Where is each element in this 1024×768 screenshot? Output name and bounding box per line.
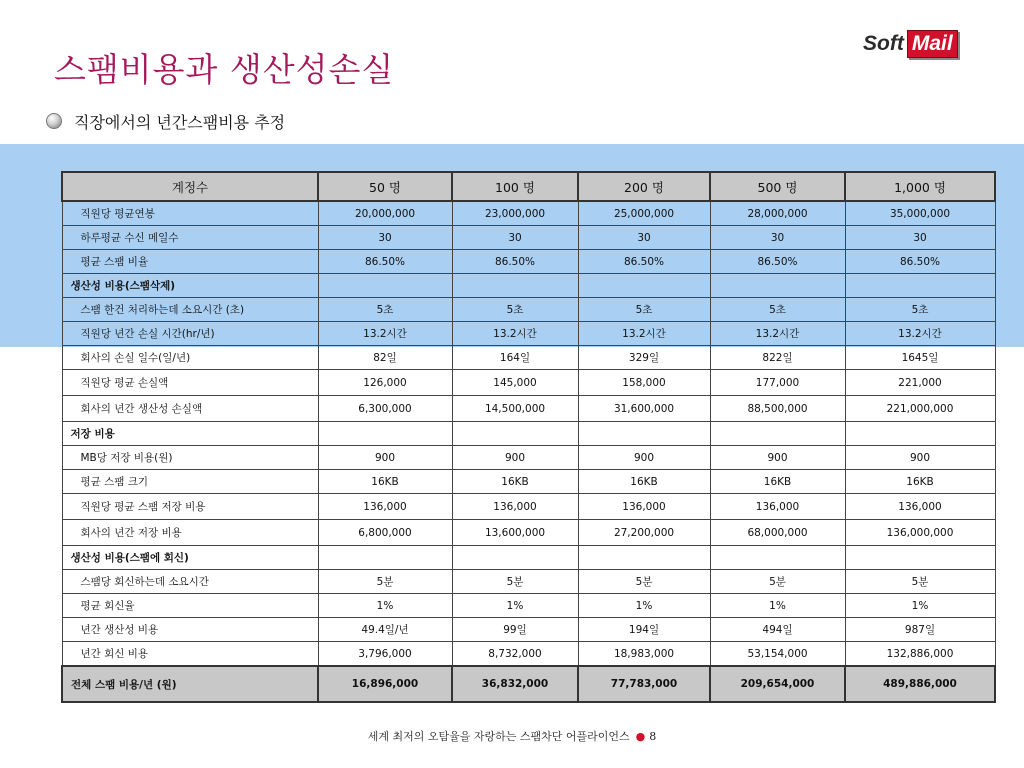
table-cell: [318, 546, 452, 570]
table-cell: 3,796,000: [318, 642, 452, 667]
page-title: 스팸비용과 생산성손실: [54, 50, 395, 89]
logo-soft-text: Soft: [863, 32, 904, 55]
table-row: [62, 322, 995, 346]
table-cell: 13.2시간: [845, 322, 995, 346]
table-cell: [452, 274, 578, 298]
table-cell: 5초: [578, 298, 710, 322]
table-row: [62, 494, 995, 520]
footer-dot-icon: ●: [635, 730, 646, 743]
table-cell: 16KB: [452, 470, 578, 494]
page-number: 8: [649, 730, 657, 743]
section-subtitle: [46, 110, 285, 132]
table-cell: 13,600,000: [452, 520, 578, 546]
row-label: 전체 스팸 비용/년 (원): [62, 666, 318, 702]
header-account-count: 계정수: [62, 172, 318, 201]
table-cell: 5분: [710, 570, 845, 594]
header-1000: 1,000 명: [845, 172, 995, 201]
row-label: 생산성 비용(스팸삭제): [62, 274, 318, 298]
subtitle-text: 직장에서의 년간스팸비용 추정: [74, 112, 286, 132]
table-cell: 13.2시간: [318, 322, 452, 346]
table-cell: 35,000,000: [845, 201, 995, 226]
table-cell: 489,886,000: [845, 666, 995, 702]
row-label: 생산성 비용(스팸에 회신): [62, 546, 318, 570]
table-cell: 14,500,000: [452, 396, 578, 422]
table-cell: 136,000: [578, 494, 710, 520]
row-label: 평균 스팸 비율: [62, 250, 318, 274]
table-cell: [710, 546, 845, 570]
table-section-row: [62, 274, 995, 298]
table-cell: [845, 274, 995, 298]
row-label: 스팸 한건 처리하는데 소요시간 (초): [62, 298, 318, 322]
table-row: [62, 226, 995, 250]
logo-mail-text: Mail: [907, 30, 958, 58]
table-cell: 177,000: [710, 370, 845, 396]
table-cell: 221,000,000: [845, 396, 995, 422]
header-200: 200 명: [578, 172, 710, 201]
table-cell: 30: [452, 226, 578, 250]
row-label: 회사의 년간 저장 비용: [62, 520, 318, 546]
table-cell: 494일: [710, 618, 845, 642]
table-cell: [578, 546, 710, 570]
table-cell: 68,000,000: [710, 520, 845, 546]
table-cell: 126,000: [318, 370, 452, 396]
row-label: 회사의 년간 생산성 손실액: [62, 396, 318, 422]
table-cell: 27,200,000: [578, 520, 710, 546]
header-50: 50 명: [318, 172, 452, 201]
table-cell: 86.50%: [710, 250, 845, 274]
table-cell: 53,154,000: [710, 642, 845, 667]
table-cell: 900: [318, 446, 452, 470]
table-cell: 86.50%: [452, 250, 578, 274]
table-cell: 209,654,000: [710, 666, 845, 702]
table-cell: 987일: [845, 618, 995, 642]
table-cell: 164일: [452, 346, 578, 370]
table-row: [62, 594, 995, 618]
table-cell: 5초: [710, 298, 845, 322]
table-cell: 194일: [578, 618, 710, 642]
table-row: [62, 250, 995, 274]
table-cell: 822일: [710, 346, 845, 370]
table-cell: 86.50%: [845, 250, 995, 274]
table-cell: 145,000: [452, 370, 578, 396]
table-cell: 1%: [452, 594, 578, 618]
table-cell: [452, 546, 578, 570]
table-row: [62, 370, 995, 396]
softmail-logo: [863, 30, 958, 58]
table-row: [62, 618, 995, 642]
row-label: 직원당 년간 손실 시간(hr/년): [62, 322, 318, 346]
bullet-icon: [46, 113, 62, 129]
table-cell: 86.50%: [318, 250, 452, 274]
table-cell: 136,000: [452, 494, 578, 520]
table-cell: 136,000: [710, 494, 845, 520]
table-cell: 136,000,000: [845, 520, 995, 546]
row-label: MB당 저장 비용(원): [62, 446, 318, 470]
table-cell: 5분: [318, 570, 452, 594]
row-label: 평균 스팸 크기: [62, 470, 318, 494]
row-label: 년간 생산성 비용: [62, 618, 318, 642]
table-cell: 86.50%: [578, 250, 710, 274]
table-cell: 49.4일/년: [318, 618, 452, 642]
table-cell: [845, 422, 995, 446]
table-cell: 16KB: [845, 470, 995, 494]
table-cell: 5분: [452, 570, 578, 594]
table-cell: 16KB: [710, 470, 845, 494]
table-cell: 99일: [452, 618, 578, 642]
table-cell: 30: [845, 226, 995, 250]
table-row: [62, 396, 995, 422]
row-label: 하루평균 수신 메일수: [62, 226, 318, 250]
table-cell: 5초: [452, 298, 578, 322]
table-cell: 900: [710, 446, 845, 470]
table-row: [62, 346, 995, 370]
table-cell: [710, 274, 845, 298]
footer: [0, 728, 1024, 744]
row-label: 스팸당 회신하는데 소요시간: [62, 570, 318, 594]
table-cell: 18,983,000: [578, 642, 710, 667]
table-cell: 30: [710, 226, 845, 250]
table-cell: 28,000,000: [710, 201, 845, 226]
table-cell: 900: [578, 446, 710, 470]
table-cell: 31,600,000: [578, 396, 710, 422]
table-cell: [318, 422, 452, 446]
table-cell: [578, 274, 710, 298]
table-cell: [710, 422, 845, 446]
table-cell: 13.2시간: [452, 322, 578, 346]
table-cell: 900: [845, 446, 995, 470]
table-row: [62, 642, 995, 667]
table-cell: 6,800,000: [318, 520, 452, 546]
table-cell: 8,732,000: [452, 642, 578, 667]
table-cell: 6,300,000: [318, 396, 452, 422]
row-label: 직원당 평균연봉: [62, 201, 318, 226]
table-row: [62, 201, 995, 226]
table-row: [62, 446, 995, 470]
table-cell: 77,783,000: [578, 666, 710, 702]
table-cell: 30: [318, 226, 452, 250]
table-cell: 25,000,000: [578, 201, 710, 226]
table-cell: 13.2시간: [710, 322, 845, 346]
table-row: [62, 470, 995, 494]
table-row: [62, 298, 995, 322]
row-label: 저장 비용: [62, 422, 318, 446]
table-cell: 16KB: [318, 470, 452, 494]
table-cell: 30: [578, 226, 710, 250]
table-cell: 88,500,000: [710, 396, 845, 422]
table-cell: 1%: [318, 594, 452, 618]
table-cell: [845, 546, 995, 570]
table-section-row: [62, 422, 995, 446]
table-section-row: [62, 546, 995, 570]
table-cell: 36,832,000: [452, 666, 578, 702]
table-cell: 900: [452, 446, 578, 470]
table-cell: 5분: [578, 570, 710, 594]
table-cell: 5분: [845, 570, 995, 594]
footer-text: 세계 최저의 오탐율을 자랑하는 스팸차단 어플라이언스: [367, 730, 630, 743]
table-cell: 1%: [845, 594, 995, 618]
header-100: 100 명: [452, 172, 578, 201]
table-cell: 16KB: [578, 470, 710, 494]
row-label: 년간 회신 비용: [62, 642, 318, 667]
table-header-row: [62, 172, 995, 201]
row-label: 직원당 평균 손실액: [62, 370, 318, 396]
row-label: 회사의 손실 일수(일/년): [62, 346, 318, 370]
table-cell: [578, 422, 710, 446]
table-cell: 5초: [845, 298, 995, 322]
table-cell: 82일: [318, 346, 452, 370]
table-row: [62, 520, 995, 546]
table-cell: 1%: [578, 594, 710, 618]
table-cell: 136,000: [845, 494, 995, 520]
table-cell: 132,886,000: [845, 642, 995, 667]
table-cell: 158,000: [578, 370, 710, 396]
table-cell: 1645일: [845, 346, 995, 370]
table-cell: 23,000,000: [452, 201, 578, 226]
table-cell: 5초: [318, 298, 452, 322]
table-cell: [452, 422, 578, 446]
row-label: 직원당 평균 스팸 저장 비용: [62, 494, 318, 520]
table-cell: 329일: [578, 346, 710, 370]
header-500: 500 명: [710, 172, 845, 201]
spam-cost-table: [61, 171, 996, 703]
table-cell: 136,000: [318, 494, 452, 520]
table-cell: 221,000: [845, 370, 995, 396]
table-cell: 13.2시간: [578, 322, 710, 346]
table-cell: 16,896,000: [318, 666, 452, 702]
table-cell: 20,000,000: [318, 201, 452, 226]
table-total-row: [62, 666, 995, 702]
table-row: [62, 570, 995, 594]
row-label: 평균 회신율: [62, 594, 318, 618]
table-cell: [318, 274, 452, 298]
table-cell: 1%: [710, 594, 845, 618]
